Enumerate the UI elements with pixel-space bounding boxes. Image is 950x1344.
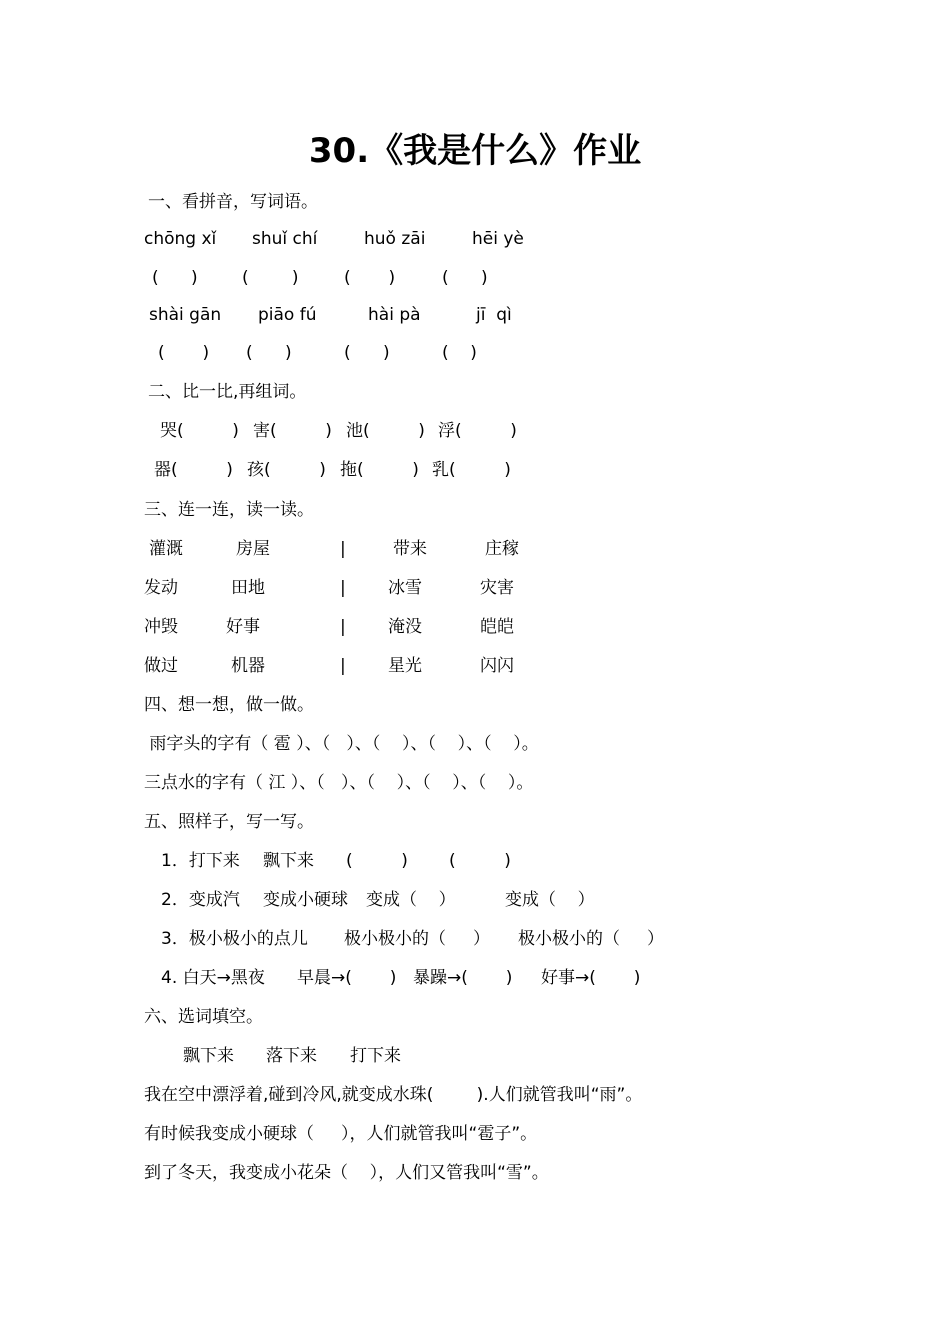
pinyin-shuichi: shuǐ chí: [252, 229, 318, 249]
example-word: 2．变成汽: [161, 890, 240, 910]
match-word[interactable]: 发动: [144, 578, 178, 598]
section-5-heading: 五、照样子，写一写。: [144, 812, 314, 832]
match-word[interactable]: 房屋: [236, 539, 270, 559]
match-word[interactable]: 闪闪: [480, 656, 514, 676]
match-word[interactable]: 灌溉: [149, 539, 183, 559]
pinyin-shaigan: shài gān: [149, 305, 222, 325]
section-4-heading: 四、想一想，做一做。: [144, 695, 314, 715]
pinyin-heiye: hēi yè: [472, 229, 524, 249]
answer-blank[interactable]: ( ): [158, 343, 210, 363]
answer-blank[interactable]: ( ): [344, 268, 396, 288]
compare-item[interactable]: 器( ): [154, 460, 233, 480]
match-word[interactable]: 冲毁: [144, 617, 178, 637]
match-word[interactable]: 做过: [144, 656, 178, 676]
match-word[interactable]: 淹没: [388, 617, 422, 637]
word-choice: 落下来: [266, 1046, 317, 1066]
answer-blank[interactable]: 变成（ ）: [505, 890, 595, 910]
match-word[interactable]: 星光: [388, 656, 422, 676]
section-6-heading: 六、选词填空。: [144, 1007, 263, 1027]
match-word[interactable]: 皑皑: [480, 617, 514, 637]
fill-sentence-1[interactable]: 我在空中漂浮着,碰到冷风,就变成水珠( ).人们就管我叫“雨”。: [144, 1085, 643, 1105]
answer-blank[interactable]: ( ): [449, 851, 511, 871]
compare-item[interactable]: 害( ): [253, 421, 332, 441]
answer-blank[interactable]: ( ): [442, 268, 488, 288]
match-word[interactable]: 田地: [231, 578, 265, 598]
example-word: 4. 白天→黑夜: [161, 968, 265, 988]
answer-blank[interactable]: ( ): [152, 268, 198, 288]
divider: |: [340, 539, 346, 559]
example-word: 3．极小极小的点儿: [161, 929, 308, 949]
section-3-heading: 三、连一连，读一读。: [144, 500, 314, 520]
pinyin-jiqi: jī qì: [476, 305, 512, 325]
example-word: 变成小硬球: [263, 890, 348, 910]
fill-sentence-2[interactable]: 有时候我变成小硬球（ ），人们就管我叫“雹子”。: [144, 1124, 538, 1144]
divider: |: [340, 656, 346, 676]
answer-blank[interactable]: 暴躁→( ): [413, 968, 513, 988]
section-2-heading: 二、比一比,再组词。: [148, 382, 307, 402]
example-word: 1．打下来: [161, 851, 240, 871]
radical-rain-line[interactable]: 雨字头的字有（ 雹 ）、（ ）、（ ）、（ ）、（ ）。: [144, 734, 539, 754]
fill-sentence-3[interactable]: 到了冬天，我变成小花朵（ ），人们又管我叫“雪”。: [144, 1163, 549, 1183]
compare-item[interactable]: 池( ): [346, 421, 425, 441]
compare-item[interactable]: 乳( ): [432, 460, 511, 480]
match-word[interactable]: 好事: [226, 617, 260, 637]
example-word: 飘下来: [263, 851, 314, 871]
page-title: 30.《我是什么》作业: [308, 131, 642, 171]
match-word[interactable]: 带来: [393, 539, 427, 559]
compare-item[interactable]: 孩( ): [247, 460, 326, 480]
pinyin-chongxi: chōng xǐ: [144, 229, 217, 249]
word-choice: 打下来: [350, 1046, 401, 1066]
section-1-heading: 一、看拼音，写词语。: [148, 192, 318, 212]
match-word[interactable]: 庄稼: [485, 539, 519, 559]
word-choice: 飘下来: [183, 1046, 234, 1066]
answer-blank[interactable]: 早晨→( ): [297, 968, 397, 988]
radical-water-line[interactable]: 三点水的字有（ 江 ）、（ ）、（ ）、（ ）、（ ）。: [144, 773, 534, 793]
pinyin-haipa: hài pà: [368, 305, 421, 325]
pinyin-piaofu: piāo fú: [258, 305, 317, 325]
answer-blank[interactable]: ( ): [246, 343, 292, 363]
answer-blank[interactable]: ( ): [442, 343, 477, 363]
answer-blank[interactable]: 好事→( ): [541, 968, 641, 988]
divider: |: [340, 578, 346, 598]
answer-blank[interactable]: 极小极小的（ ）: [518, 929, 665, 949]
answer-blank[interactable]: 变成（ ）: [366, 890, 456, 910]
match-word[interactable]: 冰雪: [388, 578, 422, 598]
answer-blank[interactable]: ( ): [242, 268, 299, 288]
compare-item[interactable]: 浮( ): [438, 421, 517, 441]
match-word[interactable]: 机器: [231, 656, 265, 676]
match-word[interactable]: 灾害: [480, 578, 514, 598]
pinyin-huozai: huǒ zāi: [364, 229, 426, 249]
compare-item[interactable]: 拖( ): [340, 460, 419, 480]
answer-blank[interactable]: 极小极小的（ ）: [344, 929, 491, 949]
answer-blank[interactable]: ( ): [344, 343, 390, 363]
divider: |: [340, 617, 346, 637]
answer-blank[interactable]: ( ): [346, 851, 408, 871]
compare-item[interactable]: 哭( ): [160, 421, 239, 441]
